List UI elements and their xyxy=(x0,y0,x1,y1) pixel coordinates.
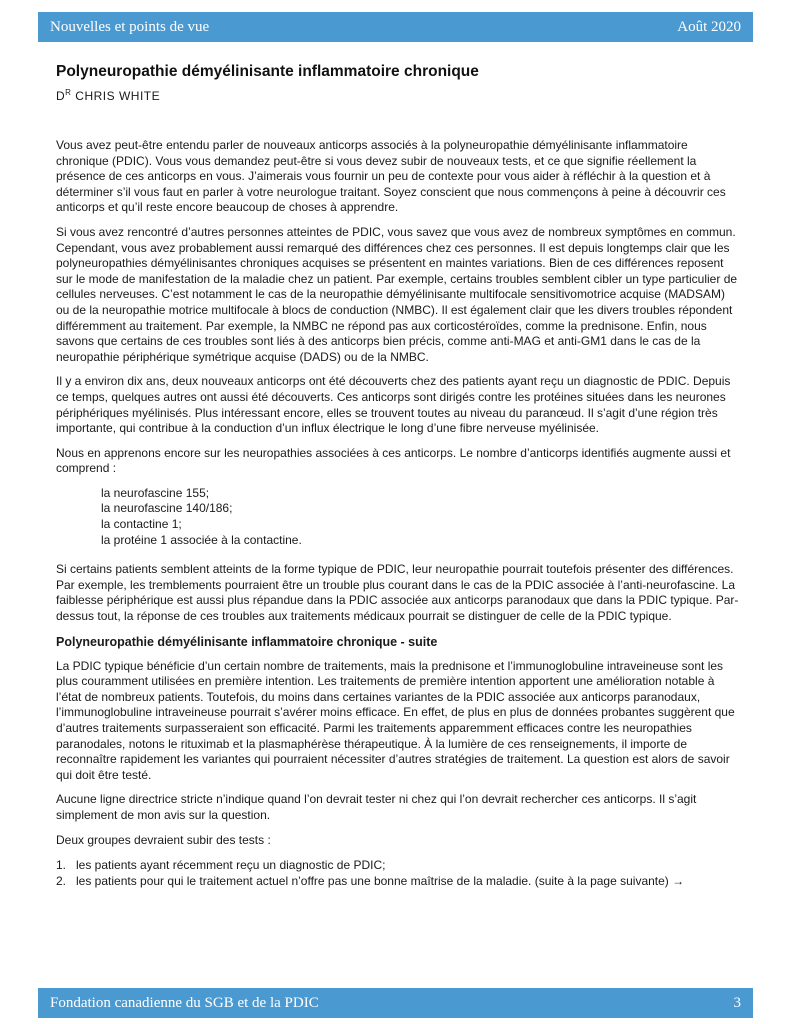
paragraph: Deux groupes devraient subir des tests : xyxy=(56,832,271,847)
newsletter-name: Nouvelles et points de vue xyxy=(50,18,210,35)
list-item xyxy=(56,873,739,889)
list-number: 2. xyxy=(56,874,67,889)
list-item: la protéine 1 associée à la contactine. xyxy=(101,532,302,547)
article xyxy=(56,62,739,889)
paragraph: Si certains patients semblent atteints de la forme typique de PDIC, leur neuropathie pourrait toutefois présenter des différences. Par exemple, les tremblements pourraient être un trouble plus courant dans le cas de la PDIC associée à l’anti-neurofascine. La faiblesse périphérique est aussi plus répandue dans la PDIC associée aux anticorps paranodaux que dans la PDIC typique. Par-dessus tout, la réponse de ces troubles aux traitements médicaux pourrait se distinguer de celle de la PDIC typique. xyxy=(56,562,739,624)
article-title: Polyneuropathie démyélinisante inflammatoire chronique xyxy=(56,63,479,80)
author-superscript: R xyxy=(65,88,72,97)
paragraph: Nous en apprenons encore sur les neuropathies associées à ces anticorps. Le nombre d’anticorps identifiés augmente aussi et comprend : xyxy=(56,445,731,476)
list-item: la contactine 1; xyxy=(101,517,182,532)
list-item: la neurofascine 155; xyxy=(101,485,210,500)
footer-bar xyxy=(38,988,753,1018)
issue-date: Août 2020 xyxy=(677,18,741,35)
list-text: les patients pour qui le traitement actuel n’offre pas une bonne maîtrise de la maladie. (suite à la page suivante) → xyxy=(76,874,685,889)
author-byline xyxy=(56,84,739,105)
organization-name: Fondation canadienne du SGB et de la PDIC xyxy=(50,994,319,1011)
list-number: 1. xyxy=(56,858,67,873)
test-groups-list xyxy=(56,857,739,889)
page-number: 3 xyxy=(733,994,741,1011)
list-text: les patients ayant récemment reçu un diagnostic de PDIC; xyxy=(76,858,386,873)
paragraph: Vous avez peut-être entendu parler de nouveaux anticorps associés à la polyneuropathie démyélinisante inflammatoire chronique (PDIC). Vous vous demandez peut-être si vous devez subir de nouveaux tests, et ce que signifie réellement la présence de ces anticorps en vous. J’aimerais vous fournir un peu de contexte pour vous aider à réfléchir à la question et à déterminer s’il vous faut en parler à votre neurologue traitant. Soyez conscient que nous commençons à peine à découvrir ces anticorps et qu’il reste encore beaucoup de choses à apprendre. xyxy=(56,138,726,215)
paragraph: Il y a environ dix ans, deux nouveaux anticorps ont été découverts chez des patients ayant reçu un diagnostic de PDIC. Depuis ce temps, quelques autres ont aussi été découverts. Ces anticorps sont dirigés contre les protéines situées dans les neurones périphériques myélinisés. Plus intéressant encore, elles se trouvent toutes au niveau du paranœud. Il s’agit d’une région très importante, qui contribue à la conduction d’un influx électrique le long d’une fibre nerveuse myélinisée. xyxy=(56,374,731,436)
paragraph: Aucune ligne directrice stricte n’indique quand l’on devrait tester ni chez qui l’on devrait rechercher ces anticorps. Il s’agit simplement de mon avis sur la question. xyxy=(56,792,697,822)
paragraph: Si vous avez rencontré d’autres personnes atteintes de PDIC, vous savez que vous avez de nombreux symptômes en commun. Cependant, vous avez probablement aussi remarqué des différences chez ces personnes. Il est depuis longtemps clair que les polyneuropathies démyélinisantes chroniques acquises se présentent en maintes variations. Bien de ces différences reposent sur le mode de manifestation de la maladie chez un patient. Par exemple, certains troubles semblent cibler un type particulier de cellules nerveuses. C’est notamment le cas de la neuropathie démyélinisante multifocale sensitivomotrice acquise (MADSAM) ou de la neuropathie motrice multifocale à blocs de conduction (NMBC). Il est également clair que les divers troubles répondent différemment au traitement. Par exemple, la NMBC ne répond pas aux corticostéroïdes, comme la prednisone. Enfin, nous savons que certains de ces troubles sont liés à des anticorps bien précis, comme anti-MAG et anti-GM1 dans le cas de la neuropathie périphérique symétrique acquise (DADS) ou de la NMBC. xyxy=(56,224,738,364)
list-item xyxy=(56,857,739,873)
section-subheading: Polyneuropathie démyélinisante inflammatoire chronique - suite xyxy=(56,634,438,649)
list-item: la neurofascine 140/186; xyxy=(101,501,233,516)
paragraph: La PDIC typique bénéficie d’un certain nombre de traitements, mais la prednisone et l’immunoglobuline intraveineuse sont les plus couramment utilisées en première intention. Les traitements de première intention apportent une amélioration notable à l’état de nombreux patients. Toutefois, du moins dans certaines variantes de la PDIC associée aux anticorps paranodaux, l’immunoglobuline intraveineuse pourrait s’avérer moins efficace. En effet, de plus en plus de données probantes suggèrent que d’autres traitements surpasseraient son efficacité. Parmi les traitements apparemment efficaces contre les neuropathies paranodales, notons le rituximab et la plasmaphérèse thérapeutique. À la lumière de ces renseignements, il importe de reconnaître rapidement les variantes qui pourraient nécessiter d’autres stratégies de traitement. La question est alors de savoir qui doit être testé. xyxy=(56,658,735,782)
author-name: CHRIS WHITE xyxy=(71,89,161,103)
header-bar xyxy=(38,12,753,42)
antibody-list xyxy=(101,486,739,548)
author-prefix: D xyxy=(56,89,66,103)
